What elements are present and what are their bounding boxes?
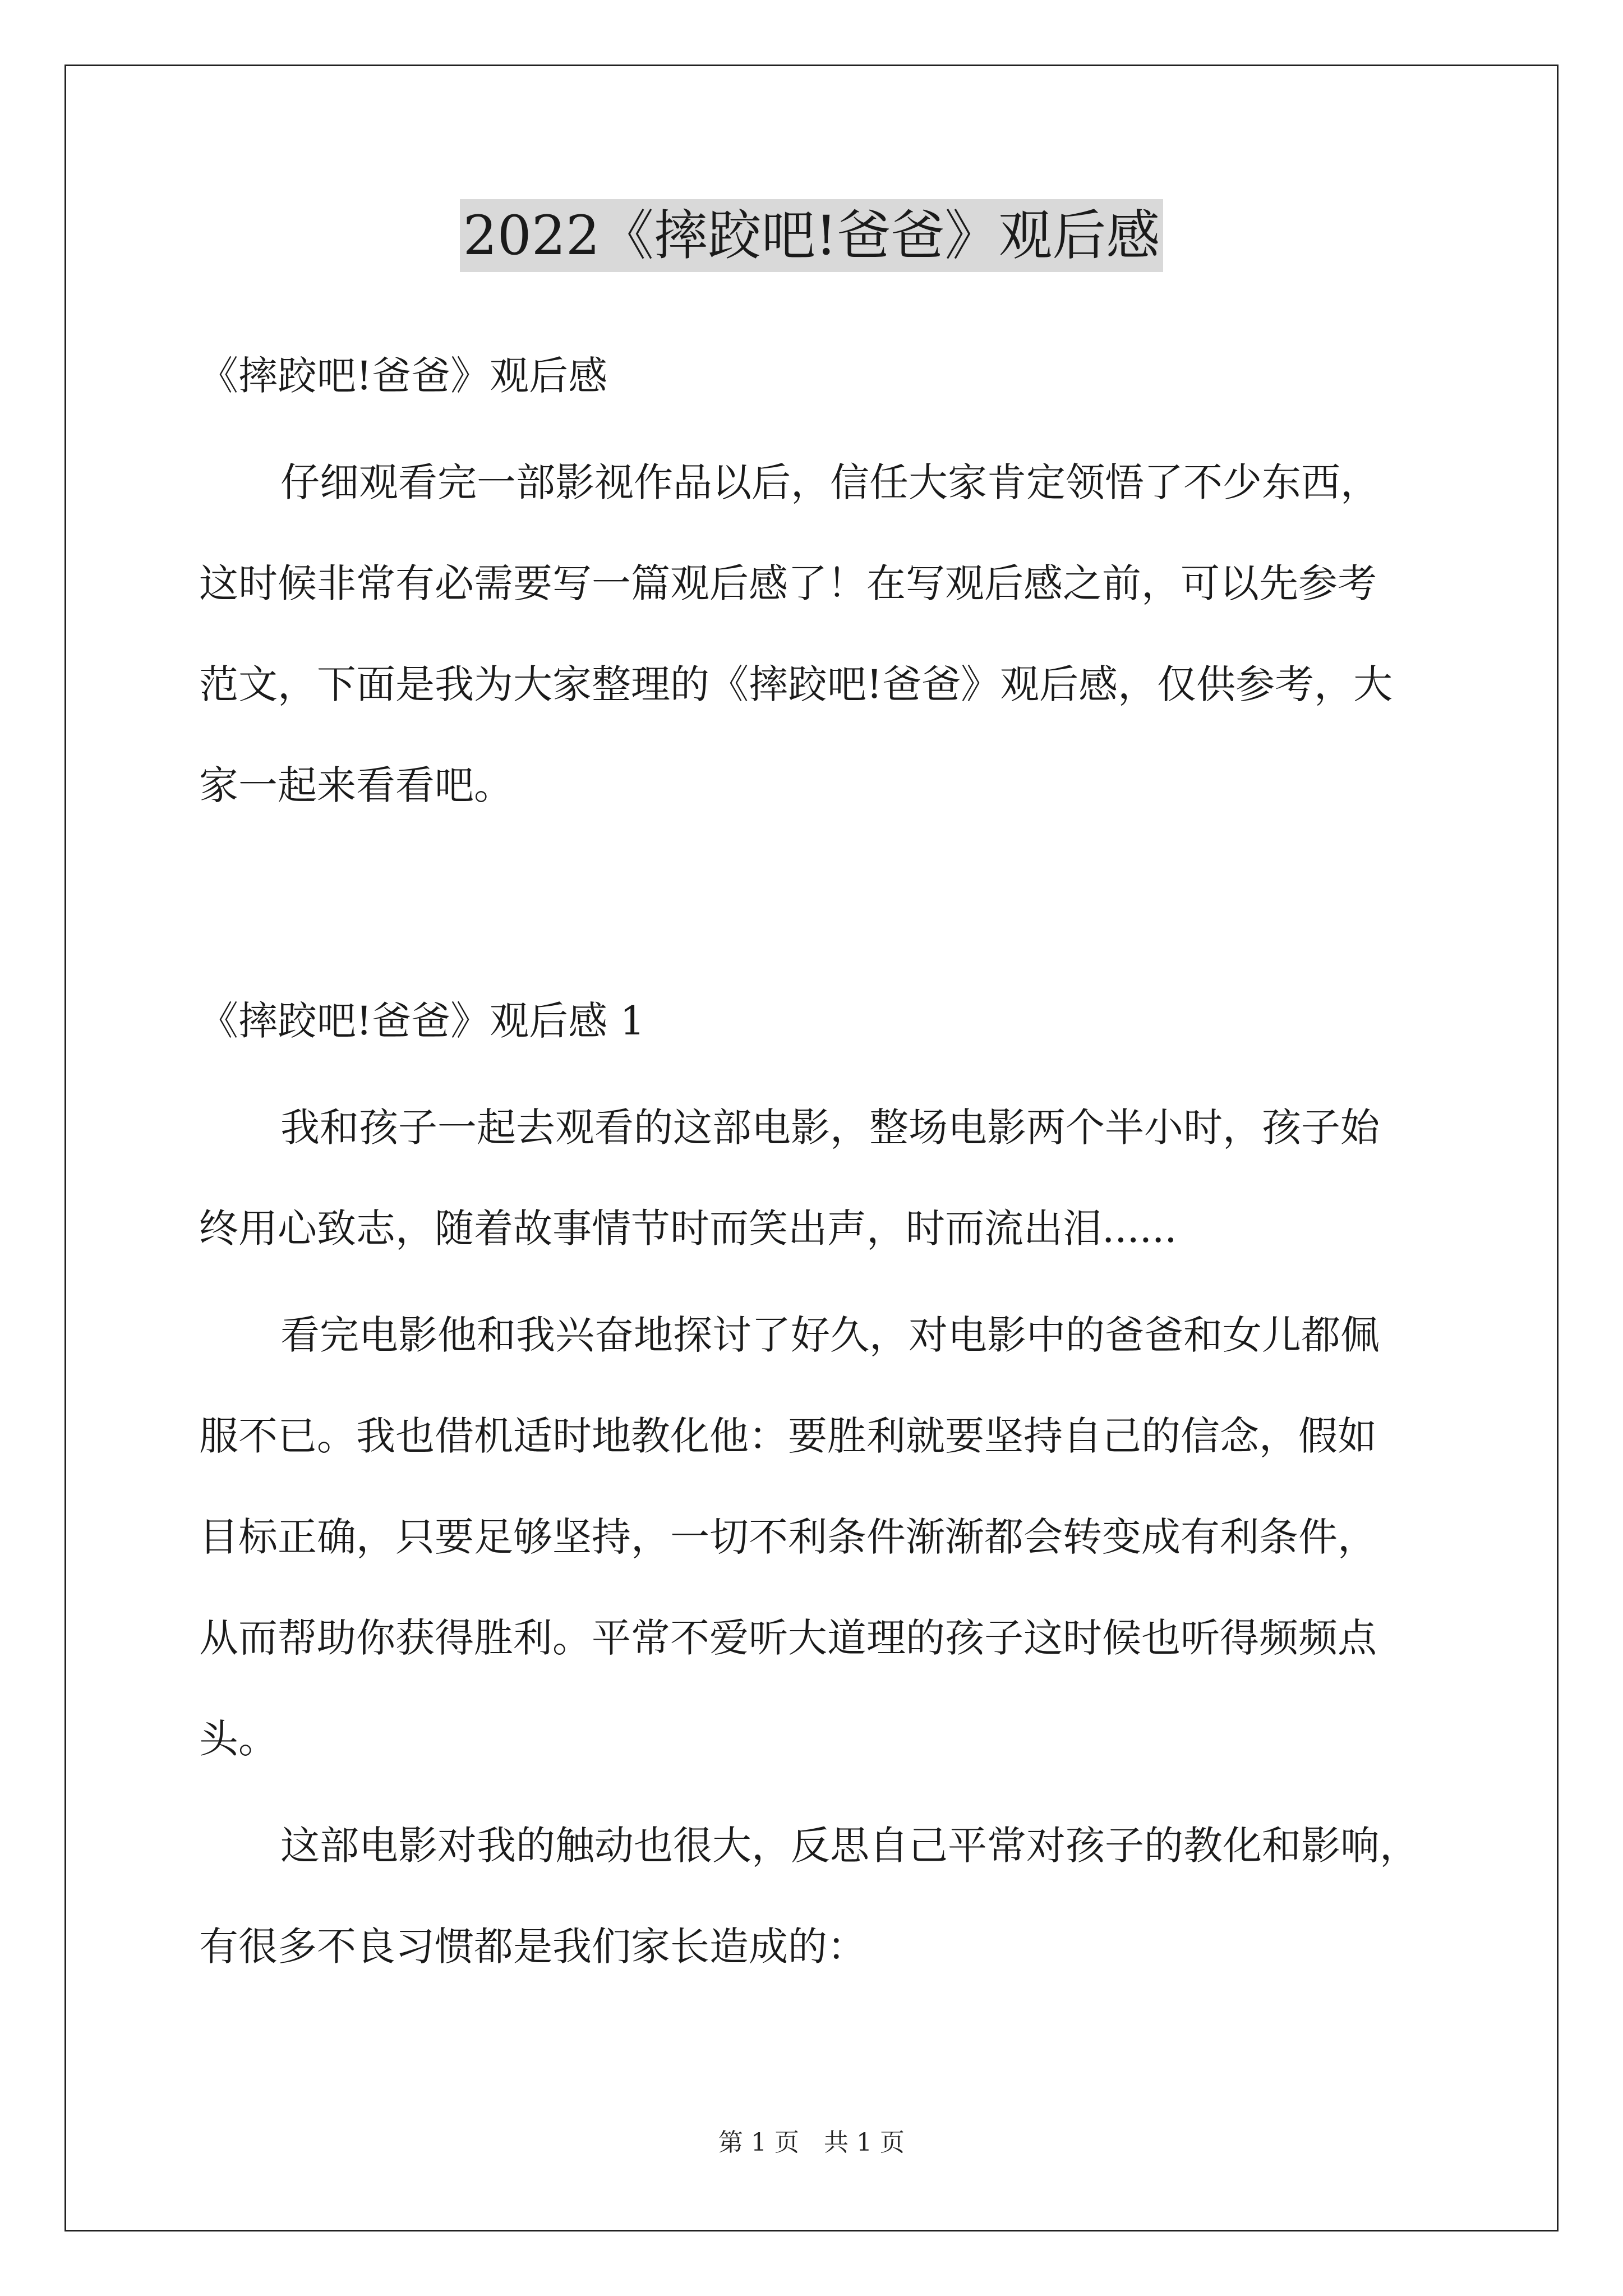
intro-heading: 《摔跤吧!爸爸》观后感 [199,353,608,399]
page-footer: 第 1 页 共 1 页 [718,2128,905,2157]
para3-line: 这部电影对我的触动也很大，反思自己平常对孩子的教化和影响， [280,1823,1419,1869]
para1-line: 终用心致志，随着故事情节时而笑出声，时而流出泪...... [199,1205,1177,1251]
para3-line: 有很多不良习惯都是我们家长造成的： [199,1924,866,1970]
intro-line: 仔细观看完一部影视作品以后，信任大家肯定领悟了不少东西， [280,459,1380,505]
para1-line: 我和孩子一起去观看的这部电影，整场电影两个半小时，孩子始 [280,1105,1380,1151]
intro-line: 家一起来看看吧。 [199,762,513,808]
para2-line: 目标正确，只要足够坚持，一切不利条件渐渐都会转变成有利条件， [199,1514,1377,1560]
document-title: 2022《摔跤吧!爸爸》观后感 [460,199,1164,272]
para2-line: 看完电影他和我兴奋地探讨了好久，对电影中的爸爸和女儿都佩 [280,1312,1380,1358]
para2-line: 头。 [199,1716,278,1762]
title-container [0,199,1623,272]
section-heading-1: 《摔跤吧!爸爸》观后感 1 [199,998,645,1044]
para2-line: 服不已。我也借机适时地教化他：要胜利就要坚持自己的信念，假如 [199,1413,1377,1459]
intro-line: 这时候非常有必需要写一篇观后感了！在写观后感之前，可以先参考 [199,560,1377,606]
para2-line: 从而帮助你获得胜利。平常不爱听大道理的孩子这时候也听得频频点 [199,1615,1377,1661]
intro-line: 范文，下面是我为大家整理的《摔跤吧!爸爸》观后感，仅供参考，大 [199,661,1393,707]
